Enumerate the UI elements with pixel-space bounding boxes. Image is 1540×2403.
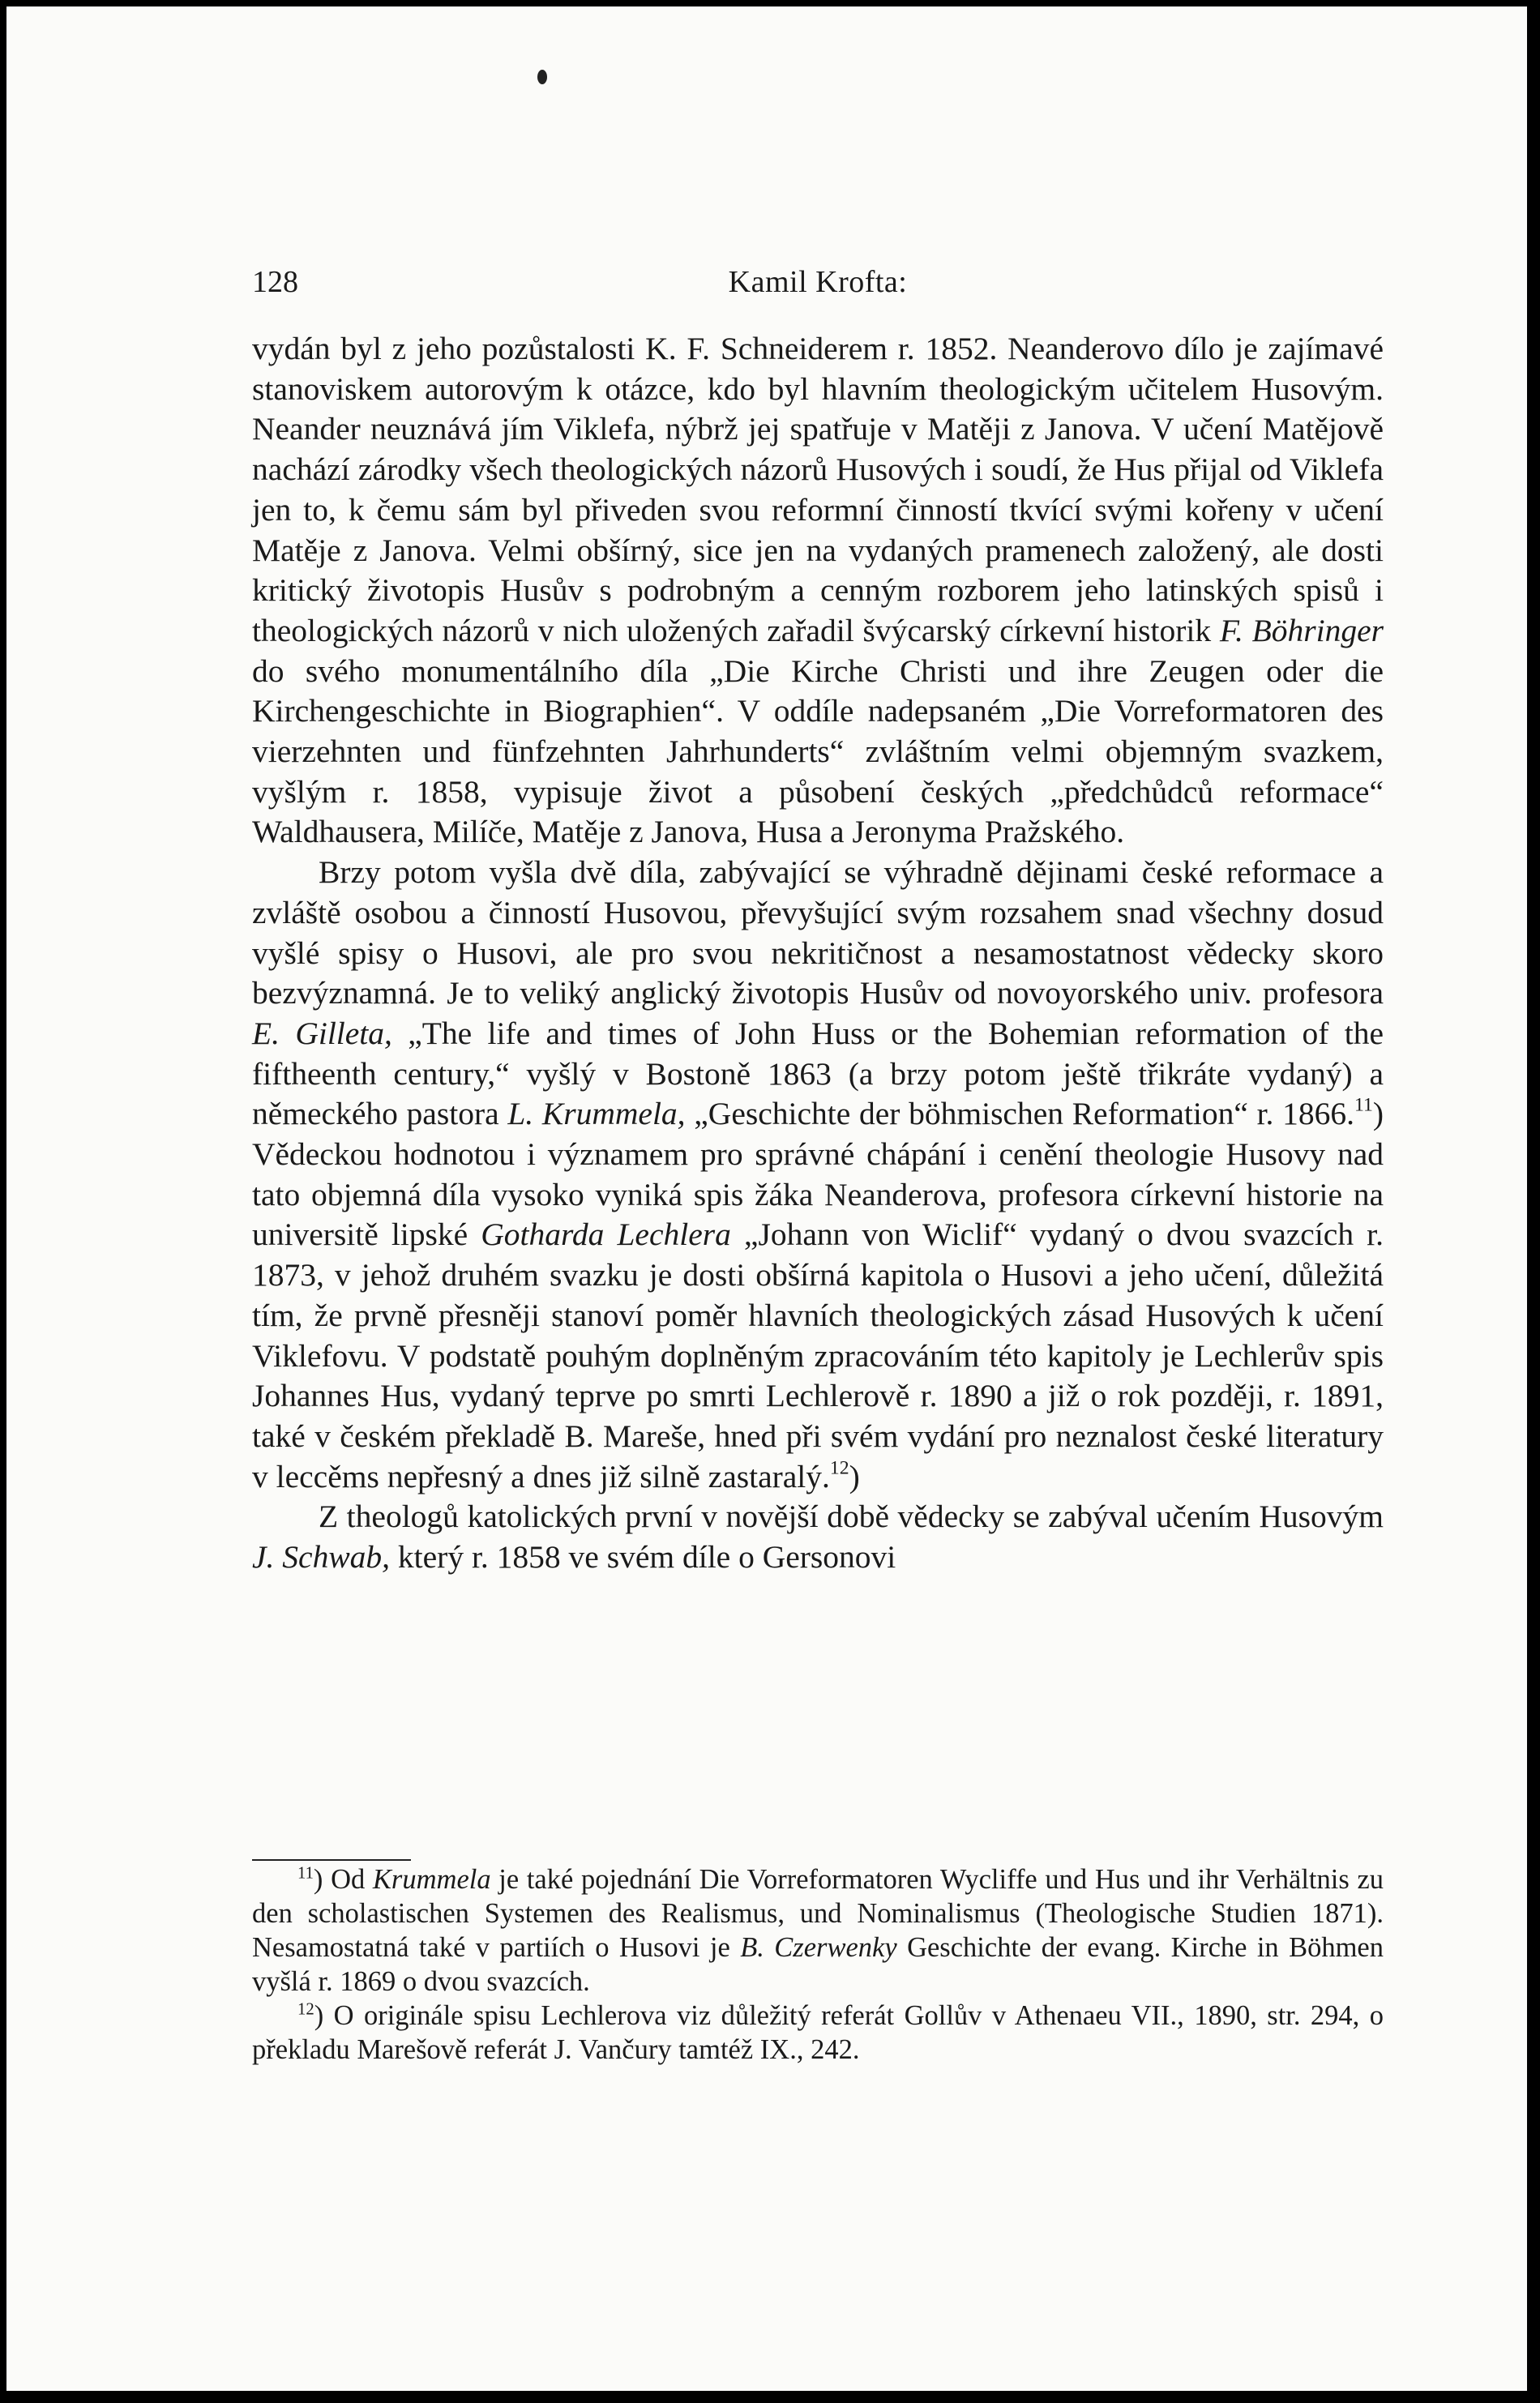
page-number: 128 <box>252 265 298 299</box>
text-run: je také pojednání Die Vorreformatoren Wycliffe und Hus und ihr Verhältnis zu den scholastischen Systemen des Realismus, und Nominalismus (Theologische Studien 1871). Nesamostatná také v partiích o Husovi je <box>252 1864 1384 1963</box>
text-run: „Johann von Wiclif“ vydaný o dvou svazcích r. 1873, v jehož druhém svazku je dosti obšírná kapitola o Husovi a jeho učení, důležitá tím, že prvně přesněji stanoví poměr hlavních theologických zásad Husových k učení Viklefovu. V podstatě pouhým doplněným zpracováním této kapitoly je Lechlerův spis Johannes Hus, vydaný teprve po smrti Lechlerově r. 1890 a již o rok později, r. 1891, také v českém překladě B. Mareše, hned při svém vydání pro neznalost české literatury v leccěms nepřesný a dnes již silně zastaralý. <box>252 1216 1384 1494</box>
italic-name: F. Böhringer <box>1219 612 1384 648</box>
italic-name: E. Gilleta, <box>252 1015 392 1051</box>
ink-speck <box>537 70 547 84</box>
footnote-rule <box>252 1859 411 1861</box>
text-run: ) <box>849 1458 860 1494</box>
footnote-number: 11 <box>297 1864 314 1883</box>
text-run: ) Od <box>313 1864 373 1895</box>
text-run: Z theologů katolických první v novější době vědecky se zabýval učením Husovým <box>319 1499 1384 1535</box>
page-header <box>252 264 1384 310</box>
text-run: který r. 1858 ve svém díle o Gersonovi <box>390 1539 896 1576</box>
footnote <box>252 1999 1384 2067</box>
text-run: „The life and times of John Huss or the Bohemian reformation of the fiftheenth century,“ vyšlý v Bostoně 1863 (a brzy potom ještě třikráte vydaný) a německého pastora <box>252 1015 1384 1132</box>
paragraph <box>252 853 1384 1497</box>
page <box>6 6 1527 2391</box>
italic-name: Gotharda Lechlera <box>481 1216 731 1253</box>
italic-name: Krummela <box>372 1864 491 1895</box>
text-run: „Geschichte der böhmischen Reformation“ r. 1866. <box>685 1096 1355 1132</box>
paragraph <box>252 329 1384 853</box>
paragraph <box>252 1497 1384 1577</box>
body-text <box>252 329 1384 1578</box>
text-run: Brzy potom vyšla dvě díla, zabývající se výhradně dějinami české reformace a zvláště osobou a činností Husovou, převyšující svým rozsahem snad všechny dosud vyšlé spisy o Husovi, ale pro svou nekritičnost a nesamostatnost vědecky skoro bezvýznamná. Je to veliký anglický životopis Husův od novoyorského univ. profesora <box>252 854 1384 1011</box>
text-run: ) Vědeckou hodnotou i významem pro správné chápání i cenění theologie Husovy nad tato objemná díla vysoko vyniká spis žáka Neanderova, profesora církevní historie na universitě lipské <box>252 1096 1384 1253</box>
footnote <box>252 1862 1384 1999</box>
text-run: ) O originále spisu Lechlerova viz důležitý referát Gollův v Athenaeu VII., 1890, str. 294, o překladu Marešově referát J. Vančury tamtéž IX., 242. <box>252 2000 1384 2065</box>
italic-name: L. Krummela, <box>507 1096 686 1132</box>
footnote-ref: 11 <box>1354 1094 1373 1116</box>
footnote-ref: 12 <box>829 1457 849 1479</box>
footnote-number: 12 <box>297 2000 314 2019</box>
text-run: vydán byl z jeho pozůstalosti K. F. Schneiderem r. 1852. Neanderovo dílo je zajímavé stanoviskem autorovým k otázce, kdo byl hlavním theologickým učitelem Husovým. Neander neuznává jím Viklefa, nýbrž jej spatřuje v Matěji z Janova. V učení Matějově nachází zárodky všech theologických názorů Husových i soudí, že Hus přijal od Viklefa jen to, k čemu sám byl přiveden svou reformní činností tkvící svými kořeny v učení Matěje z Janova. Velmi obšírný, sice jen na vydaných pramenech založený, ale dosti kritický životopis Husův s podrobným a cenným rozborem jeho latinských spisů i theologických názorů v nich uložených zařadil švýcarský církevní historik <box>252 331 1384 648</box>
italic-name: B. Czerwenky <box>740 1932 897 1963</box>
text-run: do svého monumentálního díla „Die Kirche Christi und ihre Zeugen oder die Kirchengeschichte in Biographien“. V oddíle nadepsaném „Die Vorreformatoren des vierzehnten und fünfzehnten Jahrhunderts“ zvláštním velmi objemným svazkem, vyšlým r. 1858, vypisuje život a působení českých „předchůdců reformace“ Waldhausera, Milíče, Matěje z Janova, Husa a Jeronyma Pražského. <box>252 652 1384 850</box>
footnotes <box>252 1862 1384 2067</box>
running-head: Kamil Krofta: <box>728 265 908 299</box>
text-run: Geschichte der evang. Kirche in Böhmen vyšlá r. 1869 o dvou svazcích. <box>252 1932 1384 1997</box>
italic-name: J. Schwab, <box>252 1539 391 1576</box>
